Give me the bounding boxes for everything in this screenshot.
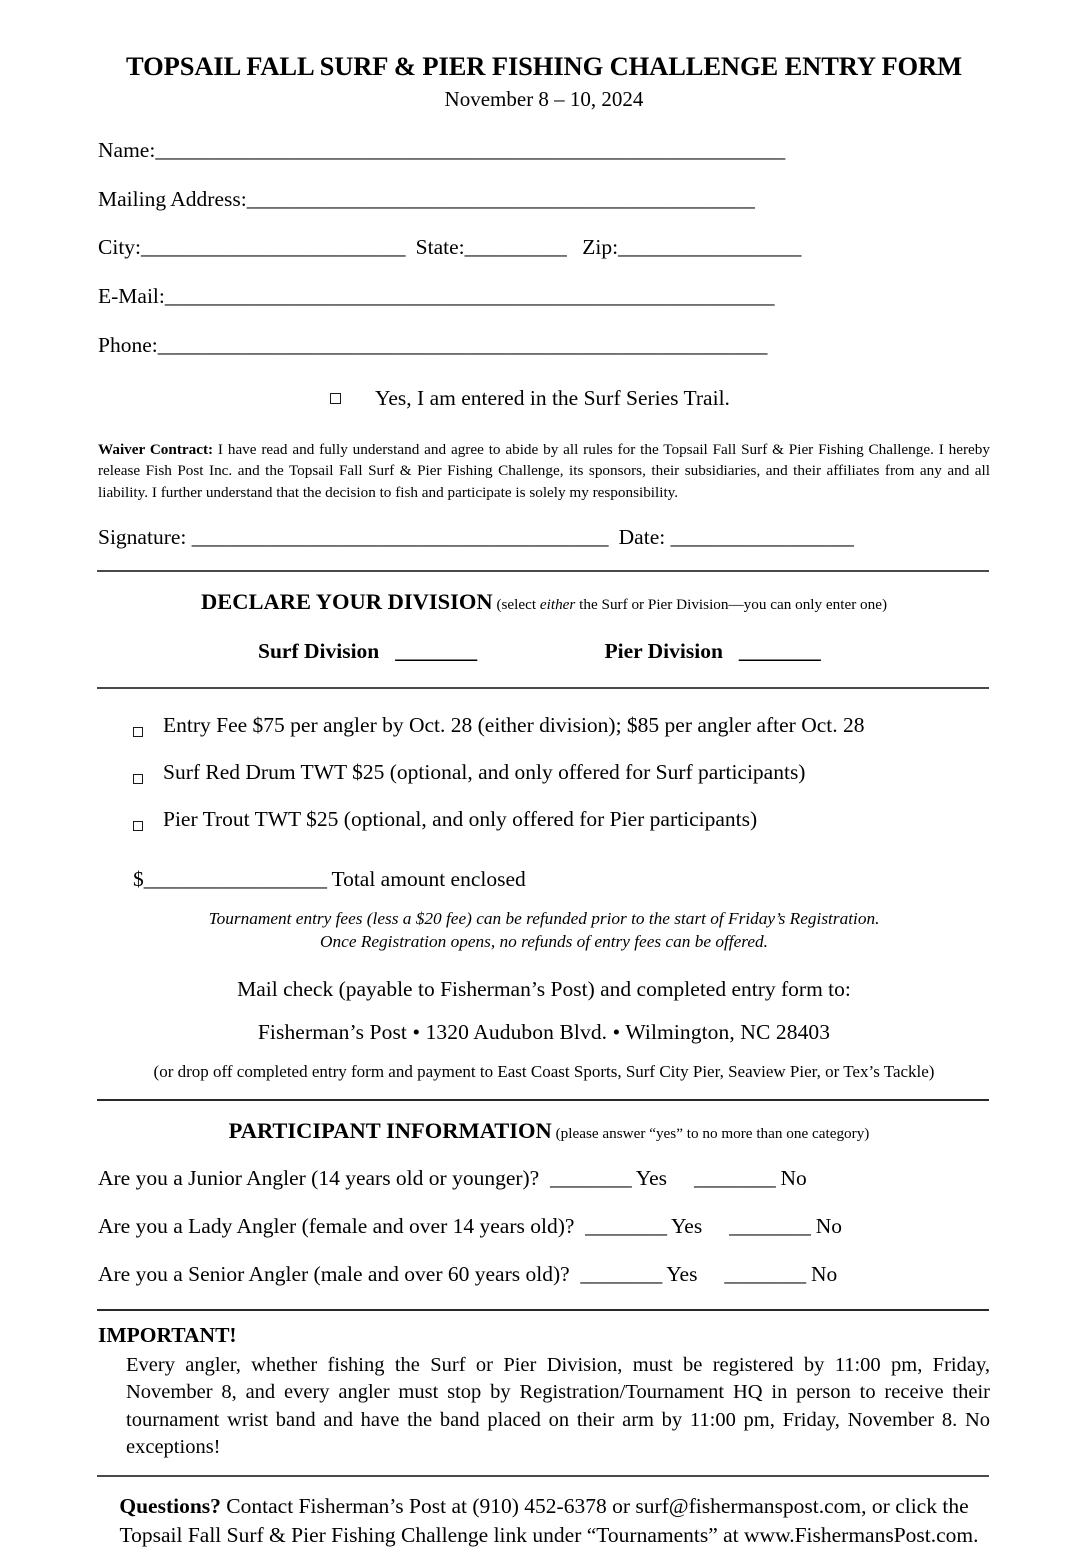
page-title: TOPSAIL FALL SURF & PIER FISHING CHALLENGE ENTRY FORM: [126, 51, 962, 81]
fee-option-entry-label: Entry Fee $75 per angler by Oct. 28 (either division); $85 per angler after Oct. 28: [163, 713, 865, 738]
participant-info-note: (please answer “yes” to no more than one category): [551, 1124, 870, 1142]
field-name-row: [98, 138, 990, 164]
mail-instruction: Mail check (payable to Fisherman’s Post) and completed entry form to:: [237, 976, 851, 1001]
page-subtitle: November 8 – 10, 2024: [444, 86, 644, 111]
questions-line-2: Topsail Fall Surf & Pier Fishing Challenge link under “Tournaments” at www.FishermansPost.com.: [119, 1522, 979, 1547]
surf-division-label: Surf Division: [258, 639, 380, 664]
question-lady-no-blank[interactable]: ________: [729, 1213, 811, 1238]
total-amount-input-blank[interactable]: __________________: [143, 866, 327, 891]
dropoff-instruction: (or drop off completed entry form and payment to East Coast Sports, Surf City Pier, Seaview Pier, or Tex’s Tackle): [153, 1061, 935, 1081]
participant-question-junior: [98, 1144, 990, 1192]
city-input-blank[interactable]: __________________________: [141, 235, 405, 260]
state-input-blank[interactable]: __________: [464, 235, 567, 260]
name-input-blank[interactable]: ______________________________________________________________: [155, 137, 785, 162]
questions-label: Questions?: [119, 1494, 221, 1519]
division-note: [493, 596, 887, 613]
surf-division-blank[interactable]: ________: [395, 639, 477, 664]
question-senior-no-blank[interactable]: ________: [724, 1261, 806, 1286]
city-label: City:: [98, 235, 142, 260]
checkbox-empty-icon[interactable]: [330, 393, 341, 404]
pier-division-option[interactable]: [604, 639, 820, 664]
refund-policy-line-2: Once Registration opens, no refunds of entry fees can be offered.: [320, 932, 768, 952]
date-input-blank[interactable]: __________________: [670, 525, 854, 550]
waiver-heading: Waiver Contract:: [98, 440, 214, 458]
division-select-row: [98, 615, 990, 687]
question-junior-text: Are you a Junior Angler (14 years old or younger)?: [98, 1165, 540, 1190]
phone-input-blank[interactable]: ____________________________________________________________: [157, 333, 767, 357]
zip-input-blank[interactable]: __________________: [618, 235, 801, 260]
checkbox-empty-icon[interactable]: [133, 727, 143, 737]
mailing-address-label: Mailing Address:: [98, 186, 247, 211]
question-junior-yes-label: Yes: [635, 1165, 668, 1190]
zip-label: Zip:: [582, 235, 619, 260]
participant-info-heading: PARTICIPANT INFORMATION: [228, 1117, 552, 1143]
mailing-address-input-blank[interactable]: __________________________________________________: [246, 186, 755, 211]
pier-division-blank[interactable]: ________: [738, 639, 821, 664]
email-label: E-Mail:: [98, 284, 165, 309]
question-lady-yes-blank[interactable]: ________: [585, 1213, 667, 1238]
division-note-italic: either: [539, 596, 576, 614]
question-junior-no-blank[interactable]: ________: [693, 1165, 776, 1190]
fee-options-list: [98, 689, 990, 832]
questions-line-1: Contact Fisherman’s Post at (910) 452-6378 or surf@fishermanspost.com, or click the: [220, 1494, 969, 1519]
surf-series-checkbox-label: Yes, I am entered in the Surf Series Trail.: [375, 385, 730, 410]
division-note-post: the Surf or Pier Division—you can only enter one): [575, 596, 888, 614]
surf-division-option[interactable]: [258, 639, 476, 664]
waiver-paragraph: [98, 412, 990, 504]
question-lady-text: Are you a Lady Angler (female and over 14 years old)?: [98, 1213, 575, 1238]
state-label: State:: [415, 235, 465, 260]
signature-input-blank[interactable]: _________________________________________: [191, 525, 608, 550]
applicant-fields: [98, 111, 990, 359]
question-senior-no-label: No: [810, 1261, 838, 1286]
field-mailing-address-row: [98, 187, 990, 213]
fee-option-surf-twt[interactable]: [98, 760, 990, 786]
important-title: IMPORTANT!: [98, 1323, 237, 1348]
question-junior-no-label: No: [780, 1165, 807, 1190]
signature-row: [98, 503, 990, 551]
total-amount-label: Total amount enclosed: [326, 866, 526, 891]
question-senior-yes-label: Yes: [666, 1261, 698, 1286]
participant-info-heading-row: [98, 1101, 990, 1144]
mail-address: Fisherman’s Post • 1320 Audubon Blvd. • Wilmington, NC 28403: [257, 1019, 831, 1044]
fee-option-pier-twt[interactable]: [98, 807, 990, 833]
fee-option-surf-twt-label: Surf Red Drum TWT $25 (optional, and only offered for Surf participants): [163, 759, 806, 784]
checkbox-empty-icon[interactable]: [133, 774, 143, 784]
important-body: Every angler, whether fishing the Surf or Pier Division, must be registered by 11:00 pm, Friday, November 8, and every angler must stop by Registration/Tournament HQ in person to receive their tournament wrist band and have the band placed on their arm by 11:00 pm, Friday, November 8. No exceptions!: [126, 1354, 990, 1458]
field-email-row: [98, 284, 990, 310]
field-phone-row: [98, 333, 990, 359]
field-city-state-zip-row: [98, 235, 990, 261]
pier-division-label: Pier Division: [604, 639, 723, 664]
date-label: Date:: [618, 525, 666, 550]
surf-series-checkbox-row[interactable]: [98, 359, 990, 412]
participant-question-senior: [98, 1240, 990, 1288]
fee-option-entry[interactable]: [98, 713, 990, 739]
division-heading: DECLARE YOUR DIVISION: [200, 589, 493, 615]
checkbox-empty-icon[interactable]: [133, 821, 143, 831]
signature-label: Signature:: [98, 525, 187, 550]
question-senior-yes-blank[interactable]: ________: [580, 1261, 662, 1286]
questions-footer: [98, 1477, 990, 1549]
participant-question-lady: [98, 1192, 990, 1240]
fee-option-pier-twt-label: Pier Trout TWT $25 (optional, and only offered for Pier participants): [163, 806, 758, 831]
division-note-pre: (select: [492, 596, 540, 614]
total-amount-row: [98, 854, 990, 893]
phone-label: Phone:: [98, 333, 158, 357]
email-input-blank[interactable]: ____________________________________________________________: [164, 284, 774, 309]
question-junior-yes-blank[interactable]: ________: [549, 1165, 632, 1190]
refund-policy-line-1: Tournament entry fees (less a $20 fee) can be refunded prior to the start of Friday’s Registration.: [208, 909, 880, 929]
waiver-body: I have read and fully understand and agree to abide by all rules for the Topsail Fall Surf & Pier Fishing Challenge. I hereby release Fish Post Inc. and the Topsail Fall Surf & Pier Fishing Challenge, its sponsors, their subsidiaries, and their affiliates from any and all liability. I further understand that the decision to fish and participate is solely my responsibility.: [98, 440, 990, 501]
total-currency-symbol: $: [133, 866, 144, 891]
refund-policy-note: [98, 892, 990, 954]
question-senior-text: Are you a Senior Angler (male and over 60 years old)?: [98, 1261, 570, 1286]
name-label: Name:: [98, 137, 156, 162]
question-lady-no-label: No: [815, 1213, 842, 1238]
division-heading-row: [98, 572, 990, 615]
question-lady-yes-label: Yes: [670, 1213, 703, 1238]
